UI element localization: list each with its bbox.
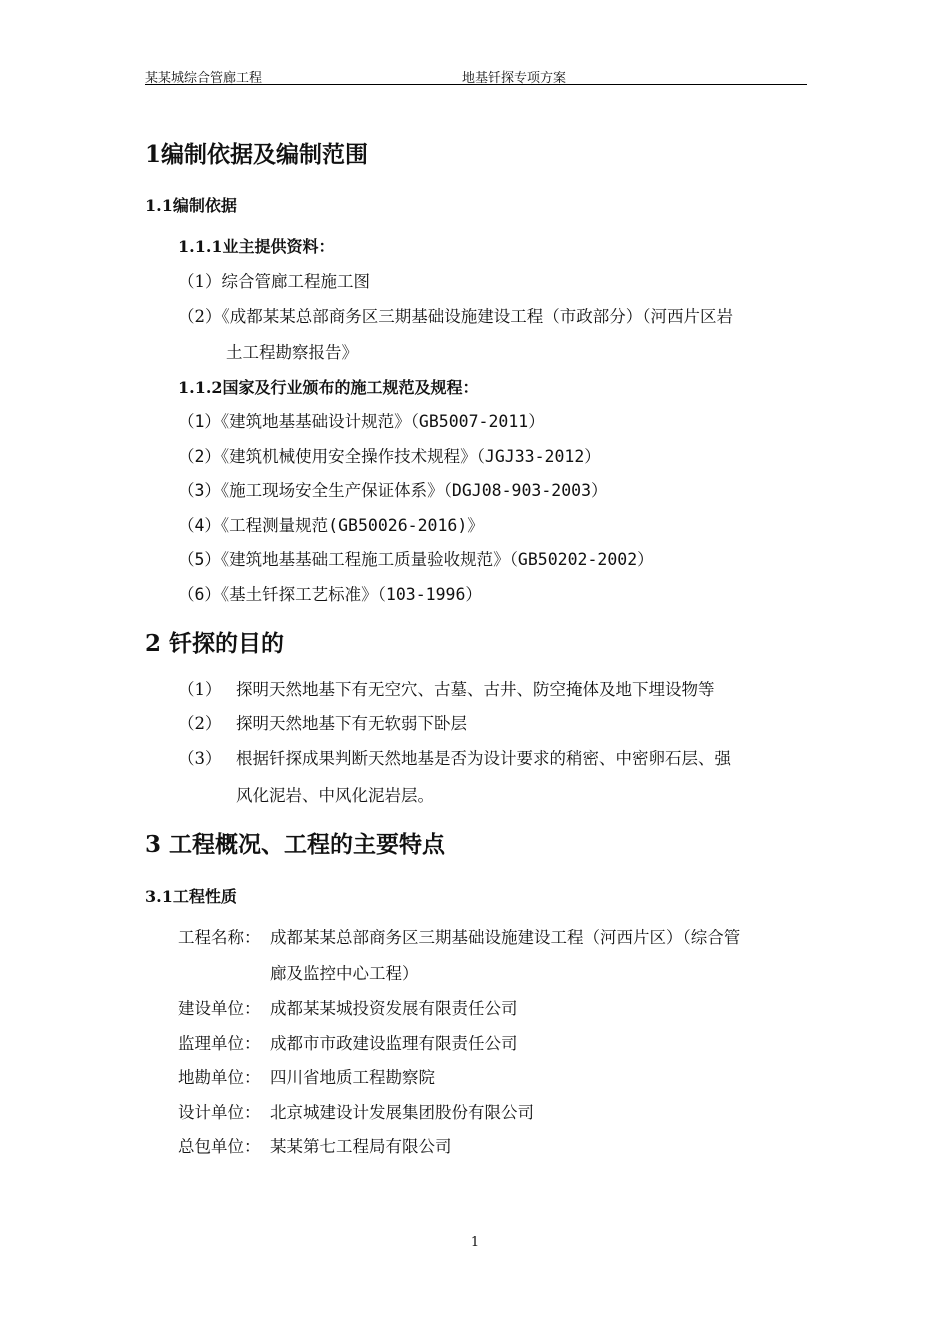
project-field-value: 四川省地质工程勘察院 — [270, 1068, 435, 1087]
list-item: （1）《建筑地基基础设计规范》（GB5007-2011） — [178, 412, 545, 431]
section-1-1-1-heading: 1.1.1业主提供资料： — [178, 237, 335, 256]
list-item: （2）《建筑机械使用安全操作技术规程》（JGJ33-2012） — [178, 447, 601, 466]
header-center-title: 地基钎探专项方案 — [462, 71, 567, 86]
project-field-value-continuation: 廊及监控中心工程） — [270, 964, 419, 983]
header-rule — [145, 84, 807, 85]
section-3-heading: 3 工程概况、工程的主要特点 — [145, 831, 446, 858]
project-field-value: 某某第七工程局有限公司 — [270, 1137, 452, 1156]
list-item: （3）《施工现场安全生产保证体系》（DGJ08-903-2003） — [178, 481, 608, 500]
list-item: （1）综合管廊工程施工图 — [178, 272, 370, 291]
list-item-text: 探明天然地基下有无空穴、古墓、古井、防空掩体及地下埋设物等 — [236, 680, 715, 699]
header-left-title: 某某城综合管廊工程 — [145, 71, 263, 86]
list-item-text: 探明天然地基下有无软弱下卧层 — [236, 714, 467, 733]
list-item: （4）《工程测量规范(GB50026-2016)》 — [178, 516, 484, 535]
list-item-text: 根据钎探成果判断天然地基是否为设计要求的稍密、中密卵石层、强 — [236, 749, 731, 768]
section-3-1-heading: 3.1工程性质 — [145, 887, 237, 906]
page-number: 1 — [470, 1235, 480, 1250]
project-field-value: 北京城建设计发展集团股份有限公司 — [270, 1103, 534, 1122]
list-item-number: （2） — [178, 714, 222, 733]
project-field-label: 建设单位： — [178, 999, 261, 1018]
project-field-label: 工程名称： — [178, 928, 261, 947]
list-item: （6）《基土钎探工艺标准》（103-1996） — [178, 585, 482, 604]
project-field-label: 设计单位： — [178, 1103, 261, 1122]
list-item-continuation: 土工程勘察报告》 — [226, 343, 358, 362]
project-field-label: 地勘单位： — [178, 1068, 261, 1087]
list-item-number: （1） — [178, 680, 222, 699]
section-1-1-heading: 1.1编制依据 — [145, 196, 237, 215]
section-1-1-2-heading: 1.1.2国家及行业颁布的施工规范及规程： — [178, 378, 479, 397]
list-item-continuation: 风化泥岩、中风化泥岩层。 — [236, 786, 434, 805]
project-field-value: 成都市市政建设监理有限责任公司 — [270, 1034, 518, 1053]
project-field-value: 成都某某城投资发展有限责任公司 — [270, 999, 518, 1018]
project-field-label: 监理单位： — [178, 1034, 261, 1053]
project-field-value: 成都某某总部商务区三期基础设施建设工程（河西片区）（综合管 — [270, 928, 741, 947]
section-1-heading: 1编制依据及编制范围 — [145, 141, 369, 168]
list-item-number: （3） — [178, 749, 222, 768]
list-item: （2）《成都某某总部商务区三期基础设施建设工程（市政部分）（河西片区岩 — [178, 307, 733, 326]
section-2-heading: 2 钎探的目的 — [145, 630, 285, 657]
list-item: （5）《建筑地基基础工程施工质量验收规范》（GB50202-2002） — [178, 550, 654, 569]
project-field-label: 总包单位： — [178, 1137, 261, 1156]
